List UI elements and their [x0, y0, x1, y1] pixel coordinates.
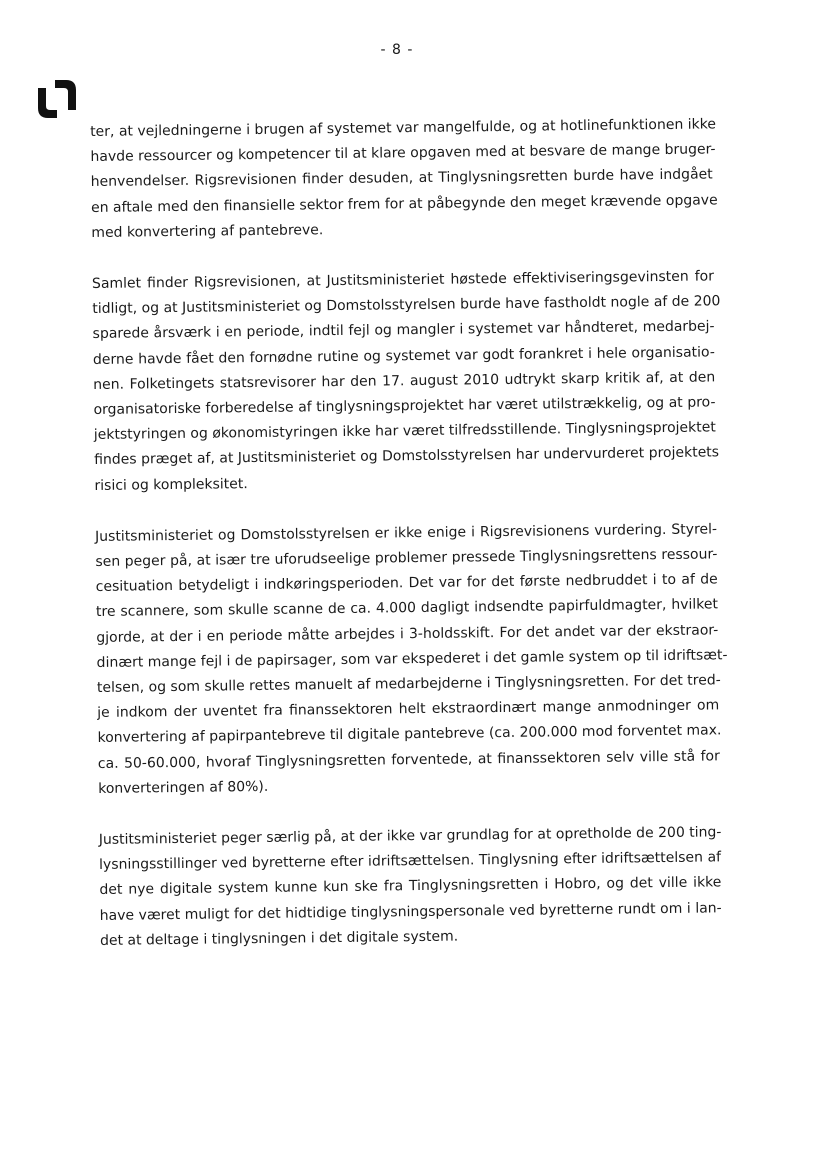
- text-line: cesituation betydeligt i indkøringsperioden. Det var for det første nedbruddet i to af de: [95, 571, 718, 596]
- paragraph-4: [99, 820, 722, 954]
- rigsrevisionen-logo-icon: [36, 80, 78, 118]
- text-line: derne havde fået den fornødne rutine og systemet var godt forankret i hele organisatio-: [92, 344, 715, 368]
- text-line: ca. 50-60.000, hvoraf Tinglysningsretten forventede, at finanssektoren selv ville stå for: [97, 748, 720, 772]
- paragraph-3: [94, 517, 728, 802]
- text-line: henvendelser. Rigsrevisionen finder desuden, at Tinglysningsretten burde have indgået: [90, 166, 713, 191]
- text-line: det nye digitale system kunne kun ske fra Tinglysningsretten i Hobro, og det ville ikke: [99, 874, 722, 899]
- text-line: have været muligt for det hidtidige tinglysningspersonale ved byretterne rundt om i lan-: [99, 900, 722, 924]
- text-line: en aftale med den finansielle sektor frem for at påbegynde den meget krævende opgave: [90, 191, 718, 216]
- text-line: Justitsministeriet peger særlig på, at der ikke var grundlag for at opretholde de 200 ting-: [98, 824, 722, 849]
- text-line: organisatoriske forberedelse af tinglysningsprojektet har været utilstrækkelig, og at pro-: [93, 394, 716, 419]
- text-line: havde ressourcer og kompetencer til at klare opgaven med at besvare de mange bruger-: [90, 141, 716, 166]
- text-line: Justitsministeriet og Domstolsstyrelsen er ikke enige i Rigsrevisionens vurdering. Styrel-: [94, 521, 718, 545]
- text-line: det at deltage i tinglysningen i det digitale system.: [99, 928, 459, 949]
- text-line: med konvertering af pantebreve.: [91, 221, 324, 241]
- text-line: sen peger på, at især tre uforudseelige problemer pressede Tinglysningsrettens ressour-: [95, 546, 718, 571]
- text-line: jektstyringen og økonomistyringen ikke har været tilfredsstillende. Tinglysningsprojektet: [93, 419, 716, 444]
- text-line: lysningsstillinger ved byretterne efter idriftsættelsen. Tinglysning efter idriftsættelsen af: [99, 849, 722, 874]
- text-line: Samlet finder Rigsrevisionen, at Justitsministeriet høstede effektiviseringsgevinsten for: [91, 268, 715, 293]
- logo-right-shape: [55, 80, 76, 110]
- document-body: [90, 112, 728, 980]
- text-line: risici og kompleksitet.: [94, 475, 248, 494]
- text-line: sparede årsværk i en periode, indtil fejl og mangler i systemet var håndteret, medarbej-: [92, 318, 715, 343]
- text-line: gjorde, at der i en periode måtte arbejdes i 3-holdsskift. For det andet var der ekstraor-: [96, 622, 719, 646]
- text-line: konvertering af papirpantebreve til digitale pantebreve (ca. 200.000 mod forventet max.: [97, 722, 722, 747]
- text-line: dinært mange fejl i de papirsager, som var ekspederet i det gamle system op til idriftsæt-: [96, 647, 728, 671]
- paragraph-2: [91, 264, 721, 498]
- paragraph-1: [90, 112, 718, 246]
- page-number: - 8 -: [380, 42, 414, 58]
- text-line: konverteringen af 80%).: [98, 778, 269, 797]
- text-line: ter, at vejledningerne i brugen af systemet var mangelfulde, og at hotlinefunktionen ikke: [90, 116, 717, 140]
- text-line: findes præget af, at Justitsministeriet og Domstolsstyrelsen har undervurderet projektets: [94, 444, 720, 469]
- text-line: telsen, og som skulle rettes manuelt af medarbejderne i Tinglysningsretten. For det tred-: [96, 672, 721, 697]
- text-line: tre scannere, som skulle scanne de ca. 4.000 dagligt indsendte papirfuldmagter, hvilket: [95, 596, 719, 621]
- text-line: tidligt, og at Justitsministeriet og Domstolsstyrelsen burde have fastholdt nogle af de 200: [92, 293, 721, 318]
- text-line: je indkom der uventet fra finanssektoren helt ekstraordinært mange anmodninger om: [97, 697, 720, 722]
- text-line: nen. Folketingets statsrevisorer har den 17. august 2010 udtrykt skarp kritik af, at den: [93, 369, 716, 393]
- logo-left-shape: [38, 88, 57, 118]
